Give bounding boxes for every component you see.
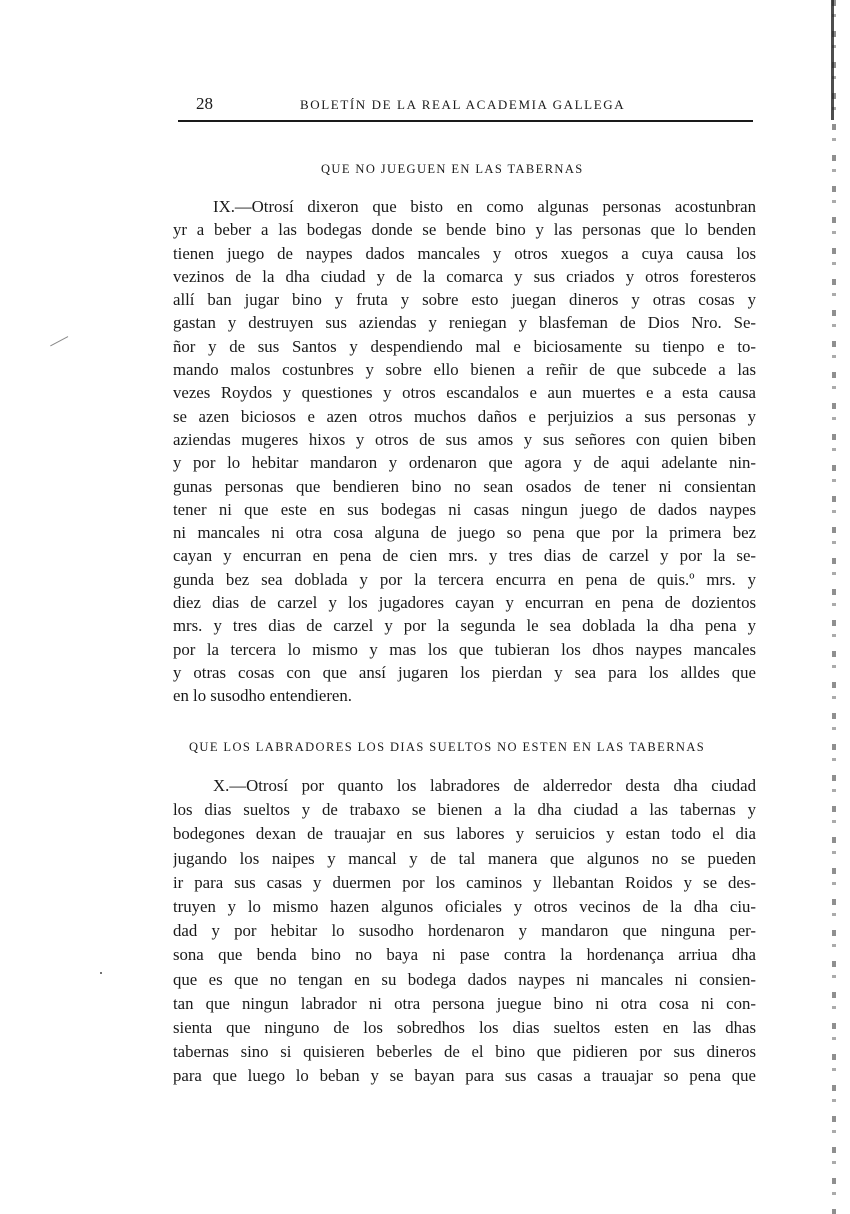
text-line: vezinos de la dha ciudad y de la comarca y sus criados y otros foresteros	[173, 266, 756, 286]
text-line: ñor y de sus Santos y despendiendo mal e biciosamente su tienpo e to-	[173, 336, 756, 356]
text-line: se azen biciosos e azen otros muchos daños e perjuizios a sus personas y	[173, 406, 756, 426]
text-line: aziendas mugeres hixos y otros de sus amos y sus señores con quien biben	[173, 429, 756, 449]
text-line: tener ni que este en sus bodegas ni casas ningun juego de dados naypes	[173, 499, 756, 519]
text-line: sienta que ninguno de los sobredhos los dias sueltos esten en las dhas	[173, 1017, 756, 1037]
section-body	[173, 774, 756, 1088]
text-line: que es que no tengan en su bodega dados naypes ni mancales ni consien-	[173, 969, 756, 989]
text-line: por la tercera lo mismo y mas los que tubieran los dhos naypes mancales	[173, 639, 756, 659]
text-line: jugando los naipes y mancal y de tal manera que algunos no se pueden	[173, 848, 756, 868]
text-line: vezes Roydos y questiones y otros escandalos e aun muertes e a esta causa	[173, 383, 756, 403]
text-line: gastan y destruyen sus aziendas y reniegan y blasfeman de Dios Nro. Se-	[173, 313, 756, 333]
text-line: tan que ningun labrador ni otra persona juegue bino ni otra cosa ni con-	[173, 993, 756, 1013]
text-line: gunas personas que bendieren bino no sean osados de tener ni consientan	[173, 476, 756, 496]
text-line: diez dias de carzel y los jugadores cayan y encurran en pena de dozientos	[173, 593, 756, 613]
scan-edge-shadow	[832, 0, 836, 1214]
section-body	[173, 195, 756, 708]
text-line: X.—Otrosí por quanto los labradores de alderredor desta dha ciudad	[213, 776, 756, 795]
text-line: IX.—Otrosí dixeron que bisto en como algunas personas acostunbran	[213, 197, 756, 216]
text-line: mando malos costunbres y sobre ello bienen a reñir de que subcede a las	[173, 360, 756, 380]
margin-speck	[100, 972, 102, 974]
text-line: allí ban jugar bino y fruta y sobre esto juegan dineros y otras cosas y	[173, 290, 756, 310]
margin-pen-mark	[50, 336, 74, 357]
text-line: tabernas sino si quisieren beberles de el bino que pidieren por sus dineros	[173, 1042, 756, 1062]
page-header	[178, 94, 753, 122]
text-line: tienen juego de naypes dados mancales y otros xuegos a cuya causa los	[173, 243, 756, 263]
text-line: ni mancales ni otra cosa alguna de juego so pena que por la primera bez	[173, 523, 756, 543]
text-line: mrs. y tres dias de carzel y por la segunda le sea doblada la dha pena y	[173, 616, 756, 636]
page-number: 28	[196, 94, 213, 113]
text-line: bodegones dexan de trauajar en sus labores y seruicios y estan todo el dia	[173, 824, 756, 844]
section-title: QUE NO JUEGUEN EN LAS TABERNAS	[321, 162, 584, 176]
text-line: sona que benda bino no baya ni pase contra la hordenança arriua dha	[173, 945, 756, 965]
text-line: y por lo hebitar mandaron y ordenaron que agora y de aqui adelante nin-	[173, 453, 756, 473]
text-line: en lo susodho entendieren.	[173, 686, 352, 706]
text-line: yr a beber a las bodegas donde se bende bino y las personas que lo benden	[173, 220, 756, 240]
scan-edge-top-shadow	[831, 0, 834, 120]
text-line: dad y por hebitar lo susodho hordenaron y mandaron que ninguna per-	[173, 921, 756, 941]
text-line: para que luego lo beban y se bayan para sus casas a trauajar so pena que	[173, 1066, 756, 1086]
running-head: BOLETÍN DE LA REAL ACADEMIA GALLEGA	[300, 97, 626, 112]
text-line: truyen y lo mismo hazen algunos oficiales y otros vecinos de la dha ciu-	[173, 896, 756, 916]
text-line: cayan y encurran en pena de cien mrs. y tres dias de carzel y por la se-	[173, 546, 756, 566]
text-line: gunda bez sea doblada y por la tercera encurra en pena de quis.º mrs. y	[173, 569, 756, 589]
section-title: QUE LOS LABRADORES LOS DIAS SUELTOS NO ESTEN EN LAS TABERNAS	[189, 740, 706, 754]
text-line: ir para sus casas y duermen por los caminos y llebantan Roidos y se des-	[173, 872, 756, 892]
text-line: los dias sueltos y de trabaxo se bienen a la dha ciudad a las tabernas y	[173, 800, 756, 820]
text-line: y otras cosas con que ansí jugaren los pierdan y sea para los alldes que	[173, 662, 756, 682]
